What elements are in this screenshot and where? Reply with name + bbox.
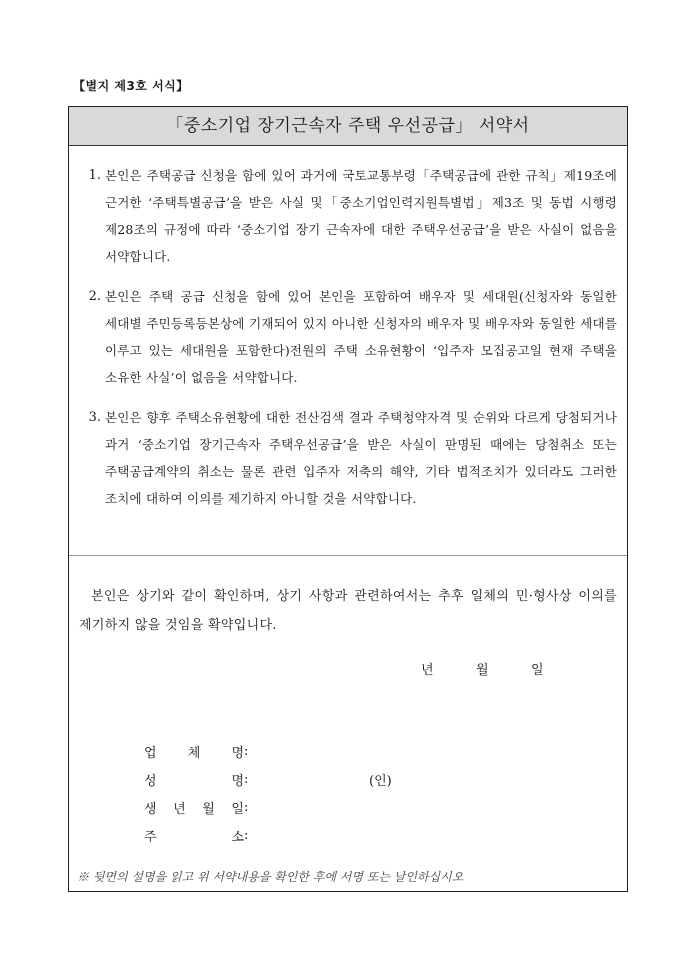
- date-month-label: 월: [476, 663, 489, 678]
- address-label: [144, 826, 244, 845]
- date-day-label: 일: [531, 663, 544, 678]
- confirmation-statement: 본인은 상기와 같이 확인하며, 상기 사항과 관련하여서는 추후 일체의 민·형사상 이의를 제기하지 않을 것임을 확약입니다.: [79, 589, 617, 633]
- field-colon: :: [244, 827, 249, 843]
- label-char: 체: [187, 745, 201, 761]
- label-char: 월: [202, 801, 215, 817]
- label-char: 명: [231, 773, 244, 789]
- birthdate-row: [144, 793, 259, 821]
- name-label: [144, 770, 244, 789]
- field-colon: :: [244, 743, 249, 759]
- clause-text: 본인은 주택 공급 신청을 함에 있어 본인을 포함하여 배우자 및 세대원(신청자와 동일한 세대별 주민등록등본상에 기재되어 있지 아니한 신청자의 배우자 및 배우자와 동일한 세대를 이루고 있는 세대원을 포함한다)전원의 주택 소유현황이 ‘입주자 모집공고일 현재 주택을 소유한 사실’이 없음을 서약합니다.: [105, 289, 617, 385]
- form-title: 「중소기업 장기근속자 주택 우선공급」 서약서: [69, 107, 627, 146]
- signature-block: [144, 737, 392, 849]
- label-char: 생: [144, 801, 157, 817]
- form-number-label: 【별지 제3호 서식】: [73, 79, 189, 93]
- label-char: 일: [231, 801, 244, 817]
- label-char: 명: [231, 745, 244, 761]
- seal-mark: (인): [369, 773, 392, 789]
- address-row: [144, 821, 259, 849]
- birthdate-label: [144, 798, 244, 817]
- label-char: 년: [173, 801, 186, 817]
- footnote: ※ 뒷면의 설명을 읽고 위 서약내용을 확인한 후에 서명 또는 날인하십시오: [77, 870, 464, 884]
- clause-1: [79, 162, 617, 270]
- clause-number: 1.: [88, 168, 101, 183]
- date-year-label: 년: [421, 663, 434, 678]
- clause-text: 본인은 주택공급 신청을 함에 있어 과거에 국토교통부령「주택공급에 관한 규칙」제19조에 근거한 ‘주택특별공급’을 받은 사실 및「중소기업인력지원특별법」제3조 및 동법 시행령 제28조의 규정에 따라 ‘중소기업 장기 근속자에 대한 주택우선공급’을 받은 사실이 없음을 서약합니다.: [105, 168, 617, 264]
- company-name-label: [144, 742, 244, 761]
- pledge-form: [68, 106, 628, 892]
- clause-number: 3.: [88, 410, 101, 425]
- clause-2: [79, 283, 617, 391]
- name-row: [144, 765, 392, 793]
- label-char: 주: [144, 829, 157, 845]
- company-name-row: [144, 737, 259, 765]
- clause-text: 본인은 향후 주택소유현황에 대한 전산검색 결과 주택청약자격 및 순위와 다르게 당첨되거나 과거 ‘중소기업 장기근속자 주택우선공급’을 받은 사실이 판명된 때에는 당첨취소 또는 주택공급계약의 취소는 물론 관련 입주자 저축의 해약, 기타 법적조치가 있더라도 그러한 조치에 대하여 이의를 제기하지 아니할 것을 서약합니다.: [105, 410, 617, 506]
- label-char: 소: [231, 829, 244, 845]
- clause-3: [79, 404, 617, 512]
- field-colon: :: [244, 799, 249, 815]
- date-line: [421, 659, 544, 678]
- field-colon: :: [244, 771, 249, 787]
- pledge-clauses: [79, 162, 617, 525]
- label-char: 성: [144, 773, 157, 789]
- clause-number: 2.: [88, 289, 101, 304]
- label-char: 업: [144, 745, 157, 761]
- section-divider: [69, 555, 627, 556]
